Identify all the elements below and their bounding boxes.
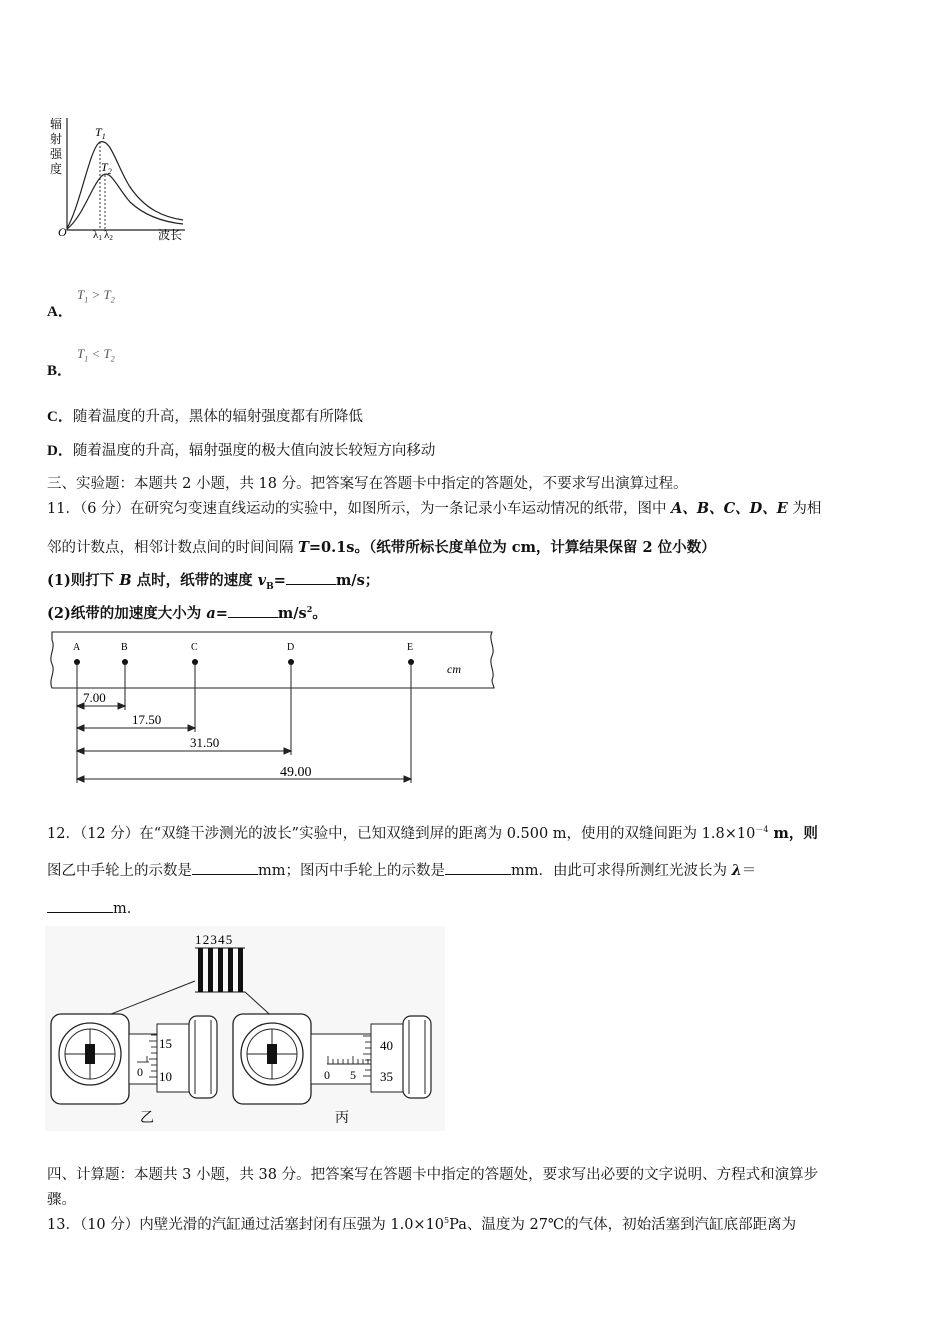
tape-outline xyxy=(51,632,494,688)
right-main-5: 5 xyxy=(350,1068,356,1082)
x-label: 波长 xyxy=(158,228,183,242)
curve-t1 xyxy=(67,142,183,228)
paper-tape-figure xyxy=(44,628,506,788)
t1-label: $T_1$ xyxy=(95,125,106,141)
dist-ad: 31.50 xyxy=(190,735,220,750)
right-scale-35: 35 xyxy=(380,1069,393,1084)
dist-ae: 49.00 xyxy=(280,765,312,780)
q11-blank-vb[interactable] xyxy=(286,570,336,585)
dist-ab: 7.00 xyxy=(83,690,106,705)
option-c-text: 随着温度的升高，黑体的辐射强度都有所降低 xyxy=(72,409,363,425)
y-label-4: 度 xyxy=(50,162,63,176)
left-scale-15: 15 xyxy=(159,1036,172,1051)
tape-label-d: D xyxy=(287,642,295,653)
right-scale-40: 40 xyxy=(380,1038,393,1053)
left-main-0: 0 xyxy=(137,1065,143,1079)
option-a-formula: $T_1 > T_2$ xyxy=(77,287,115,305)
q12-blank-yi[interactable] xyxy=(192,860,258,875)
section3-heading: 三、实验题：本题共 2 小题，共 18 分。把答案写在答题卡中指定的答题处，不要求写出演算过程。 xyxy=(47,476,688,492)
right-main-0: 0 xyxy=(324,1068,330,1082)
option-d-text: 随着温度的升高，辐射强度的极大值向波长较短方向移动 xyxy=(72,443,436,459)
option-b[interactable] xyxy=(47,359,72,380)
q12-line1: 12．（12 分）在“双缝干涉测光的波长”实验中，已知双缝到屏的距离为 0.500 m，使用的双缝间距为 $1.8\times 10^{-4}$ m，则 xyxy=(47,825,818,842)
q12-blank-lambda[interactable] xyxy=(47,898,113,913)
option-c[interactable]: C．随着温度的升高，黑体的辐射强度都有所降低 xyxy=(47,409,363,425)
left-scale-10: 10 xyxy=(159,1069,172,1084)
caption-bing: 丙 xyxy=(335,1110,349,1126)
caption-yi: 乙 xyxy=(140,1110,154,1126)
q13-text: 13．（10 分）内壁光滑的汽缸通过活塞封闭有压强为 $1.0\times 10^5Pa$、温度为 27℃的气体，初始活塞到汽缸底部距离为 xyxy=(47,1216,797,1233)
q12-line2: 图乙中手轮上的示数是 mm；图丙中手轮上的示数是 mm．由此可求得所测红光波长为 λ＝ xyxy=(47,862,757,879)
section4-heading-line1: 四、计算题：本题共 3 小题，共 38 分。把答案写在答题卡中指定的答题处，要求写出必要的文字说明、方程式和演算步 xyxy=(47,1167,819,1183)
lambda1-label: λ1 xyxy=(93,229,102,242)
option-b-formula: $T_1 < T_2$ xyxy=(77,346,115,364)
y-label-2: 射 xyxy=(50,132,63,146)
tape-label-b: B xyxy=(121,642,128,653)
tape-label-e: E xyxy=(407,642,414,653)
lambda2-label: λ2 xyxy=(104,229,113,242)
q11-line2: 邻的计数点，相邻计数点间的时间间隔 T=0.1s。（纸带所标长度单位为 cm，计算结果保留 2 位小数） xyxy=(47,539,716,556)
option-a[interactable] xyxy=(47,300,73,321)
y-label-3: 强 xyxy=(50,147,63,161)
tape-label-c: C xyxy=(191,642,198,653)
fringe-numbers: 12345 xyxy=(195,932,234,947)
y-label-1: 辐 xyxy=(50,117,63,131)
dist-ac: 17.50 xyxy=(132,712,162,727)
option-b-label: B． xyxy=(47,363,73,379)
option-a-label: A． xyxy=(47,304,73,320)
t2-label: $T_2$ xyxy=(101,160,112,176)
curve-t2 xyxy=(67,174,183,229)
fringe-figure xyxy=(45,926,445,1131)
section4-heading-line2: 骤。 xyxy=(47,1192,76,1208)
q11-line1: 11．（6 分）在研究匀变速直线运动的实验中，如图所示，为一条记录小车运动情况的纸带，图中 A、B、C、D、E 为相 xyxy=(47,500,822,517)
radiation-graph xyxy=(45,112,195,247)
tape-unit: cm xyxy=(447,662,461,676)
q11-part1: (1)则打下 B 点时，纸带的速度 $v_B= m/s$； xyxy=(47,572,380,592)
q11-blank-a[interactable] xyxy=(228,603,278,618)
q12-blank-bing[interactable] xyxy=(445,860,511,875)
tape-label-a: A xyxy=(73,642,81,653)
origin-label: O xyxy=(58,225,67,239)
q12-line3: m． xyxy=(47,897,141,918)
q11-part2: (2)纸带的加速度大小为 $a= m/s^2$。 xyxy=(47,604,327,622)
option-d[interactable]: D．随着温度的升高，辐射强度的极大值向波长较短方向移动 xyxy=(47,443,436,459)
